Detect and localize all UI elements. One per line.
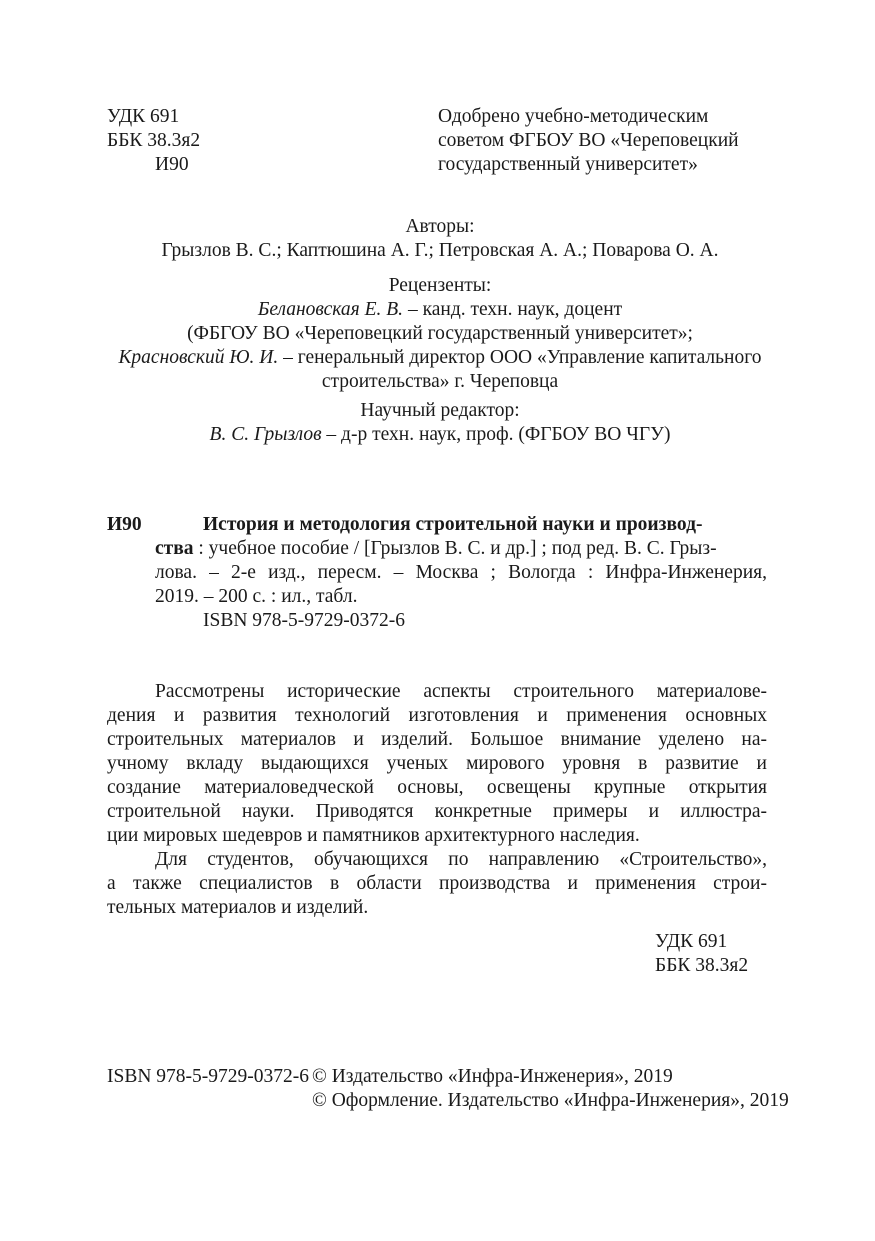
abstract-line: учному вкладу выдающихся ученых мирового уровня в развитие и: [107, 753, 767, 774]
abstract-line: создание материаловедческой основы, освещены крупные открытия: [107, 777, 767, 798]
bib-record: [155, 513, 767, 633]
approval-block: [438, 105, 739, 177]
bib-mark: И90: [107, 514, 142, 535]
abstract-line: ции мировых шедевров и памятников архитектурного наследия.: [107, 825, 640, 846]
reviewer-2: [60, 346, 820, 370]
bbk-code-bottom: ББК 38.3я2: [655, 955, 749, 976]
approval-line: Одобрено учебно-методическим: [438, 106, 709, 127]
reviewer-1: [60, 298, 820, 322]
editor-title: – д-р техн. наук, проф. (ФГБОУ ВО ЧГУ): [321, 424, 671, 445]
author-mark: И90: [155, 154, 189, 175]
copyright-design: © Оформление. Издательство «Инфра-Инженерия», 2019: [312, 1090, 789, 1111]
approval-line: государственный университет»: [438, 154, 698, 175]
bbk-code: ББК 38.3я2: [107, 130, 201, 151]
bib-title-end: ства: [155, 538, 194, 559]
reviewer-2-affiliation: строительства» г. Череповца: [321, 371, 559, 392]
bib-title-line: История и методология строительной науки и производ-: [203, 514, 703, 535]
editor-heading: Научный редактор:: [360, 400, 520, 421]
authors-heading: Авторы:: [405, 216, 475, 237]
abstract-line: тельных материалов и изделий.: [107, 897, 369, 918]
bib-isbn: ISBN 978-5-9729-0372-6: [203, 610, 406, 631]
abstract-line: строительных материалов и изделий. Большое внимание уделено на-: [107, 729, 767, 750]
footer-isbn: ISBN 978-5-9729-0372-6: [107, 1066, 310, 1087]
abstract-line: Рассмотрены исторические аспекты строительного материалове-: [155, 681, 767, 702]
reviewer-2-title: – генеральный директор ООО «Управление капитального: [278, 347, 762, 368]
reviewer-2-name: Красновский Ю. И.: [118, 347, 279, 368]
editor-line: [60, 423, 820, 447]
abstract-line: а также специалистов в области производства и применения строи-: [107, 873, 767, 894]
abstract-line: дения и развития технологий изготовления и применения основных: [107, 705, 767, 726]
bib-line: лова. – 2-е изд., пересм. – Москва ; Вологда : Инфра-Инженерия,: [155, 562, 767, 583]
approval-line: советом ФГБОУ ВО «Череповецкий: [438, 130, 739, 151]
authors-block: [60, 215, 820, 263]
copyright-publisher: © Издательство «Инфра-Инженерия», 2019: [312, 1066, 673, 1087]
editor-block: [60, 399, 820, 447]
udk-code: УДК 691: [107, 106, 180, 127]
bib-line: 2019. – 200 с. : ил., табл.: [155, 586, 358, 607]
reviewers-heading: Рецензенты:: [388, 275, 492, 296]
reviewers-block: [60, 274, 820, 394]
reviewer-1-title: – канд. техн. наук, доцент: [403, 299, 623, 320]
reviewer-1-affiliation: (ФБГОУ ВО «Череповецкий государственный университет»;: [187, 323, 693, 344]
abstract-line: Для студентов, обучающихся по направлению «Строительство»,: [155, 849, 767, 870]
abstract: [107, 680, 767, 920]
udk-code-bottom: УДК 691: [655, 931, 728, 952]
abstract-line: строительной науки. Приводятся конкретные примеры и иллюстра-: [107, 801, 767, 822]
bib-description: : учебное пособие / [Грызлов В. С. и др.] ; под ред. В. С. Грыз-: [193, 538, 717, 559]
authors-names: Грызлов В. С.; Каптюшина А. Г.; Петровская А. А.; Поварова О. А.: [161, 240, 719, 261]
editor-name: В. С. Грызлов: [209, 424, 322, 445]
bib-line: [155, 537, 767, 561]
reviewer-1-name: Белановская Е. В.: [257, 299, 404, 320]
